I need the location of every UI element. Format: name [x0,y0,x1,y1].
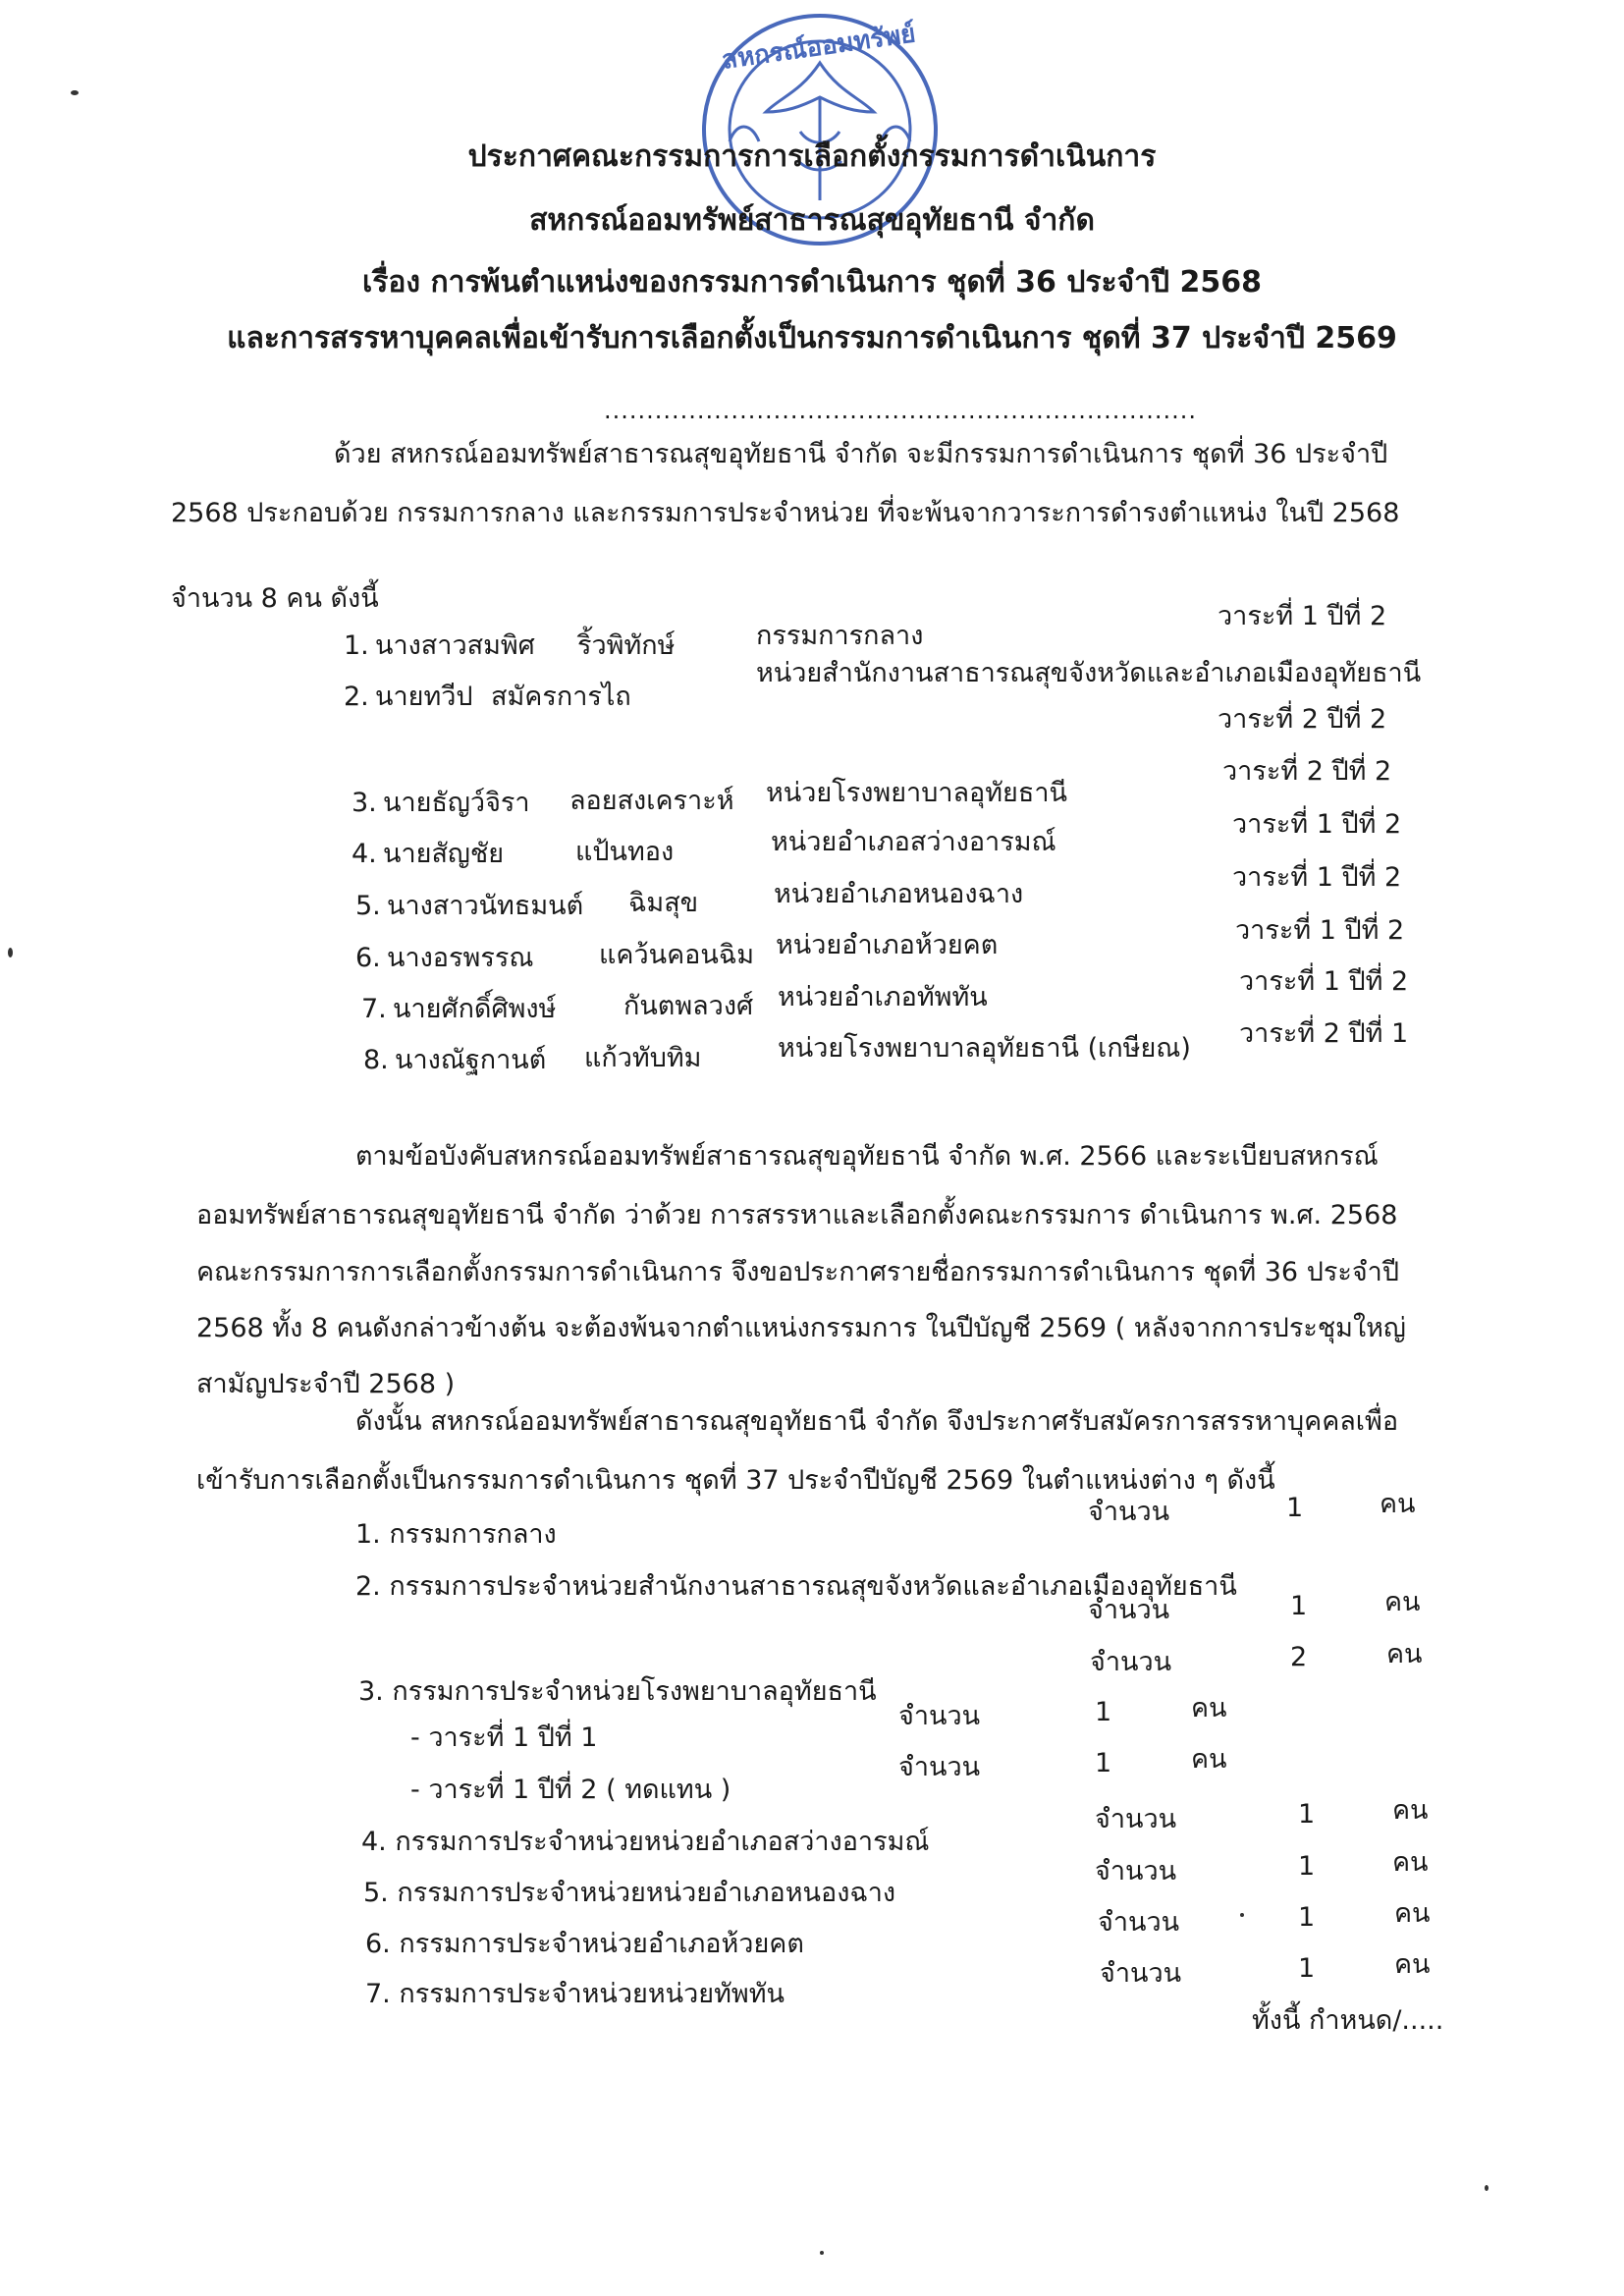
member-no: 3. [352,788,377,818]
position-count: 1 [1286,1493,1304,1523]
position-count: 1 [1298,1851,1316,1882]
para2-line-1: ตามข้อบังคับสหกรณ์ออมทรัพย์สาธารณสุขอุทัยธานี จำกัด พ.ศ. 2566 และระเบียบสหกรณ์ [355,1141,1379,1172]
scan-speck [1485,2185,1489,2191]
member-last-name: ลอยสงเคราะห์ [569,786,734,816]
sub-position-item: - วาระที่ 1 ปีที่ 1 [410,1722,598,1753]
para2-line-4: 2568 ทั้ง 8 คนดังกล่าวข้างต้น จะต้องพ้นจากตำแหน่งกรรมการ ในปีบัญชี 2569 ( หลังจากการประชุมใหญ่ [196,1313,1406,1343]
person-label: คน [1394,1898,1431,1929]
count-label: จำนวน [1095,1856,1177,1886]
member-last-name: กันตพลวงศ์ [623,991,754,1021]
member-term: วาระที่ 1 ปีที่ 2 [1232,809,1402,840]
para2-line-3: คณะกรรมการการเลือกตั้งกรรมการดำเนินการ จึงขอประกาศรายชื่อกรรมการดำเนินการ ชุดที่ 36 ประจำปี [196,1257,1399,1287]
member-term: วาระที่ 2 ปีที่ 2 [1218,704,1387,735]
position-item: 5. กรรมการประจำหน่วยหน่วยอำเภอหนองฉาง [363,1878,896,1908]
intro-line-3: จำนวน 8 คน ดังนี้ [171,583,379,614]
member-unit: หน่วยอำเภอสว่างอารมณ์ [771,827,1056,857]
member-unit: หน่วยอำเภอทัพทัน [778,982,988,1012]
member-no: 4. [352,839,377,869]
member-last-name: สมัครการไถ [491,682,631,712]
position-count: 1 [1298,1902,1316,1933]
position-item: 2. กรรมการประจำหน่วยสำนักงานสาธารณสุขจังหวัดและอำเภอเมืองอุทัยธานี [355,1571,1237,1602]
member-no: 1. [344,630,369,661]
scan-speck [1240,1913,1244,1917]
member-last-name: แก้วทับทิม [584,1043,702,1073]
member-first-name: นายศักดิ์ศิพงษ์ [393,994,557,1024]
continuation-note: ทั้งนี้ กำหนด/..... [1252,2005,1444,2036]
member-unit: หน่วยโรงพยาบาลอุทัยธานี (เกษียณ) [778,1033,1191,1064]
member-first-name: นายธัญว์จิรา [383,788,530,818]
member-term: วาระที่ 1 ปีที่ 2 [1218,601,1387,631]
count-label: จำนวน [1088,1497,1170,1527]
member-no: 5. [355,891,381,921]
count-label: จำนวน [1095,1804,1177,1834]
member-unit: หน่วยโรงพยาบาลอุทัยธานี [766,778,1067,808]
position-count: 1 [1290,1591,1308,1621]
cooperative-name: สหกรณ์ออมทรัพย์สาธารณสุขอุทัยธานี จำกัด [529,203,1095,238]
para3-line-2: เข้ารับการเลือกตั้งเป็นกรรมการดำเนินการ ชุดที่ 37 ประจำปีบัญชี 2569 ในตำแหน่งต่าง ๆ ดังนี้ [196,1465,1275,1496]
member-term: วาระที่ 1 ปีที่ 2 [1239,966,1409,997]
member-first-name: นายสัญชัย [383,839,505,869]
para2-line-2: ออมทรัพย์สาธารณสุขอุทัยธานี จำกัด ว่าด้วย การสรรหาและเลือกตั้งคณะกรรมการ ดำเนินการ พ.ศ. 2568 [196,1200,1398,1230]
position-item: 1. กรรมการกลาง [355,1519,557,1550]
count-label: จำนวน [1088,1595,1170,1625]
person-label: คน [1191,1744,1227,1775]
position-count: 1 [1298,1799,1316,1830]
member-no: 2. [344,682,369,712]
subject-line: เรื่อง การพ้นตำแหน่งของกรรมการดำเนินการ ชุดที่ 36 ประจำปี 2568 [361,265,1263,300]
count-label: จำนวน [1090,1647,1172,1677]
member-unit: หน่วยอำเภอหนองฉาง [774,879,1024,909]
count-label: จำนวน [898,1752,981,1782]
position-item: 7. กรรมการประจำหน่วยหน่วยทัพทัน [365,1979,785,2009]
member-term: วาระที่ 1 ปีที่ 2 [1235,915,1405,946]
person-label: คน [1191,1693,1227,1723]
position-item: 6. กรรมการประจำหน่วยอำเภอห้วยคต [365,1929,804,1959]
count-label: จำนวน [1100,1958,1182,1989]
para2-line-5: สามัญประจำปี 2568 ) [196,1369,456,1399]
intro-line-1: ด้วย สหกรณ์ออมทรัพย์สาธารณสุขอุทัยธานี จำกัด จะมีกรรมการดำเนินการ ชุดที่ 36 ประจำปี [334,439,1388,469]
position-item: 4. กรรมการประจำหน่วยหน่วยอำเภอสว่างอารมณ์ [361,1827,930,1857]
person-label: คน [1392,1847,1429,1878]
member-term: วาระที่ 2 ปีที่ 2 [1222,756,1392,787]
scan-speck [8,948,13,957]
member-last-name: ริ้วพิทักษ์ [577,630,676,661]
member-term: วาระที่ 2 ปีที่ 1 [1239,1018,1409,1049]
sub-position-item: - วาระที่ 1 ปีที่ 2 ( ทดแทน ) [410,1775,731,1805]
sub-position-count: 1 [1095,1748,1112,1778]
member-unit: กรรมการกลาง [756,621,924,651]
member-term: วาระที่ 1 ปีที่ 2 [1232,862,1402,893]
count-label: จำนวน [1098,1907,1180,1938]
person-label: คน [1384,1587,1421,1617]
person-label: คน [1380,1489,1416,1519]
member-last-name: ฉิมสุข [628,888,699,918]
person-label: คน [1394,1949,1431,1980]
announcement-title: ประกาศคณะกรรมการการเลือกตั้งกรรมการดำเนินการ [467,139,1157,174]
member-no: 7. [361,994,387,1024]
svg-text:สหกรณ์ออมทรัพย์: สหกรณ์ออมทรัพย์ [720,19,918,76]
person-label: คน [1386,1639,1423,1669]
member-no: 6. [355,943,381,973]
person-label: คน [1392,1795,1429,1826]
position-item: 3. กรรมการประจำหน่วยโรงพยาบาลอุทัยธานี [358,1676,877,1707]
subject-line-2: และการสรรหาบุคคลเพื่อเข้ารับการเลือกตั้งเป็นกรรมการดำเนินการ ชุดที่ 37 ประจำปี 2569 [227,321,1397,355]
member-first-name: นายทวีป [375,682,473,712]
member-unit: หน่วยอำเภอห้วยคต [776,930,999,960]
para3-line-1: ดังนั้น สหกรณ์ออมทรัพย์สาธารณสุขอุทัยธานี จำกัด จึงประกาศรับสมัครการสรรหาบุคคลเพื่อ [355,1406,1399,1437]
member-first-name: นางสาวสมพิศ [375,630,535,661]
member-unit: หน่วยสำนักงานสาธารณสุขจังหวัดและอำเภอเมืองอุทัยธานี [756,658,1422,688]
member-no: 8. [363,1045,389,1075]
count-label: จำนวน [898,1701,981,1731]
member-first-name: นางณัฐกานต์ [395,1045,547,1075]
position-count: 2 [1290,1642,1308,1672]
member-first-name: นางสาวนัทธมนต์ [387,891,584,921]
scan-speck [820,2251,824,2255]
member-first-name: นางอรพรรณ [387,943,534,973]
separator: ...................................................................... [604,397,1198,424]
intro-line-2: 2568 ประกอบด้วย กรรมการกลาง และกรรมการประจำหน่วย ที่จะพ้นจากวาระการดำรงตำแหน่ง ในปี 2568 [171,498,1400,528]
scan-speck [71,90,79,95]
member-last-name: แคว้นคอนฉิม [599,940,755,970]
member-last-name: แป้นทอง [575,837,675,867]
position-count: 1 [1298,1953,1316,1984]
sub-position-count: 1 [1095,1697,1112,1727]
